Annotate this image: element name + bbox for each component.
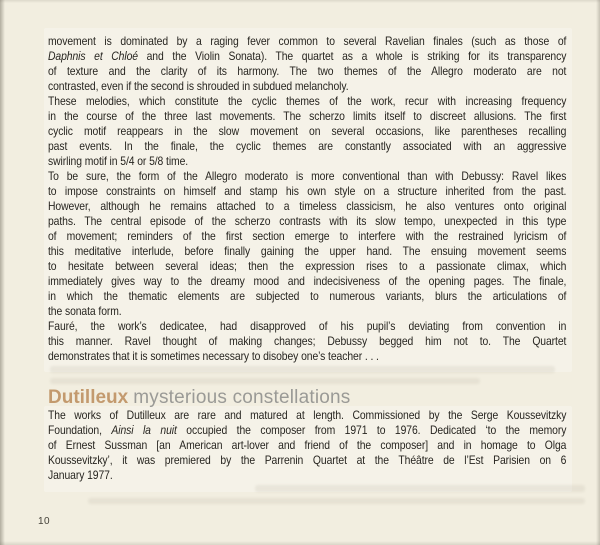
page-edge-shadow-right	[596, 0, 600, 545]
text-line	[48, 94, 566, 109]
text-line	[48, 408, 566, 423]
text-line	[48, 304, 566, 319]
text-segment: in the course of the three last movements. The scherzo limits itself to discreet allusions. The first	[48, 109, 567, 123]
ravel-text-block	[48, 34, 566, 364]
text-line	[48, 139, 566, 154]
text-segment: occupied the composer from 1971 to 1976. Dedicated ‘to the memory	[176, 423, 567, 437]
text-segment: demonstrates that it is sometimes necessary to disobey one’s teacher . . .	[48, 349, 379, 363]
text-line	[48, 274, 566, 289]
paragraph	[48, 34, 566, 94]
text-segment: paths. The central episode of the scherzo contrasts with its slow tempo, unexpected in this type	[48, 214, 567, 228]
text-line	[48, 214, 566, 229]
italic-text-segment: Daphnis et Chloé	[48, 49, 138, 63]
dutilleux-text-block	[48, 408, 566, 483]
showthrough-artifact	[255, 485, 585, 492]
text-line	[48, 184, 566, 199]
section-heading	[48, 387, 351, 408]
text-line	[48, 244, 566, 259]
text-segment: this meditative interlude, before finally gaining the upper hand. The ensuing movement seems	[48, 244, 567, 258]
paragraph	[48, 319, 566, 364]
text-segment: and the Violin Sonata). The quartet as a whole is striking for its transparency	[137, 49, 567, 63]
showthrough-artifact	[88, 498, 585, 504]
text-line	[48, 124, 566, 139]
paragraph	[48, 94, 566, 169]
text-segment: swirling motif in 5/4 or 5/8 time.	[48, 154, 189, 168]
text-line	[48, 64, 566, 79]
text-line	[48, 34, 566, 49]
text-segment: To be sure, the form of the Allegro moderato is more conventional than with Debussy: Ravel likes	[48, 169, 567, 183]
text-segment: January 1977.	[48, 468, 113, 482]
text-segment: Foundation,	[48, 423, 112, 437]
section-heading-composer: Dutilleux	[48, 387, 129, 408]
text-line	[48, 289, 566, 304]
text-segment: past events. In the finale, the cyclic themes are constantly associated with an aggressive	[48, 139, 567, 153]
showthrough-artifact	[50, 366, 555, 373]
text-line	[48, 199, 566, 214]
text-line	[48, 423, 566, 438]
page-edge-shadow-bottom	[0, 541, 600, 545]
text-segment: in which the thematic elements are subjected to numerous variants, blurs the articulations of	[48, 289, 567, 303]
text-line	[48, 349, 566, 364]
text-segment: of Ernest Sussman [an American art-lover and friend of the composer] and in homage to Olga	[48, 438, 567, 452]
text-segment: The works of Dutilleux are rare and matured at length. Commissioned by the Serge Koussevitzky	[48, 408, 567, 422]
text-line	[48, 438, 566, 453]
text-segment: movement is dominated by a raging fever common to several Ravelian finales (such as those of	[48, 34, 567, 48]
text-segment: immediately gives way to the dreamy mood and indecisiveness of the opening pages. The finale,	[48, 274, 567, 288]
italic-text-segment: Ainsi la nuit	[111, 423, 177, 437]
text-line	[48, 79, 566, 94]
text-line	[48, 319, 566, 334]
showthrough-artifact	[50, 378, 480, 384]
text-segment: to hesitate between several ideas; then the expression rises to a passionate climax, which	[48, 259, 567, 273]
text-segment: However, although he remains attached to a timeless classicism, he also ventures onto original	[48, 199, 567, 213]
text-line	[48, 468, 566, 483]
text-line	[48, 169, 566, 184]
text-line	[48, 259, 566, 274]
text-segment: to impose constraints on himself and stamp his own style on a structure inherited from the past.	[48, 184, 567, 198]
paragraph	[48, 169, 566, 319]
text-segment: Fauré, the work’s dedicatee, had disapproved of his pupil’s deviating from convention in	[48, 319, 567, 333]
page-number: 10	[38, 516, 51, 527]
page-edge-shadow-top	[0, 0, 600, 3]
paragraph	[48, 408, 566, 483]
text-segment: of movement; reminders of the first section emerge to interfere with the restrained lyricism of	[48, 229, 567, 243]
text-line	[48, 229, 566, 244]
text-segment: the sonata form.	[48, 304, 122, 318]
text-segment: Koussevitzky’, it was premiered by the Parrenin Quartet at the Théâtre de l’Est Parisien on 6	[48, 453, 567, 467]
text-segment: this manner. Ravel thought of making changes; Debussy begged him not to. The Quartet	[48, 334, 567, 348]
text-segment: These melodies, which constitute the cyclic themes of the work, recur with increasing frequency	[48, 94, 567, 108]
page-edge-shadow-left	[0, 0, 5, 545]
text-segment: of texture and the clarity of its harmony. The two themes of the Allegro moderato are not	[48, 64, 567, 78]
text-line	[48, 334, 566, 349]
text-segment: contrasted, even if the second is shrouded in subdued melancholy.	[48, 79, 349, 93]
text-line	[48, 453, 566, 468]
text-line	[48, 109, 566, 124]
text-line	[48, 154, 566, 169]
section-heading-subtitle: mysterious constellations	[133, 387, 351, 408]
text-line	[48, 49, 566, 64]
text-segment: cyclic motif reappears in the slow movement on several occasions, like parentheses recalling	[48, 124, 567, 138]
